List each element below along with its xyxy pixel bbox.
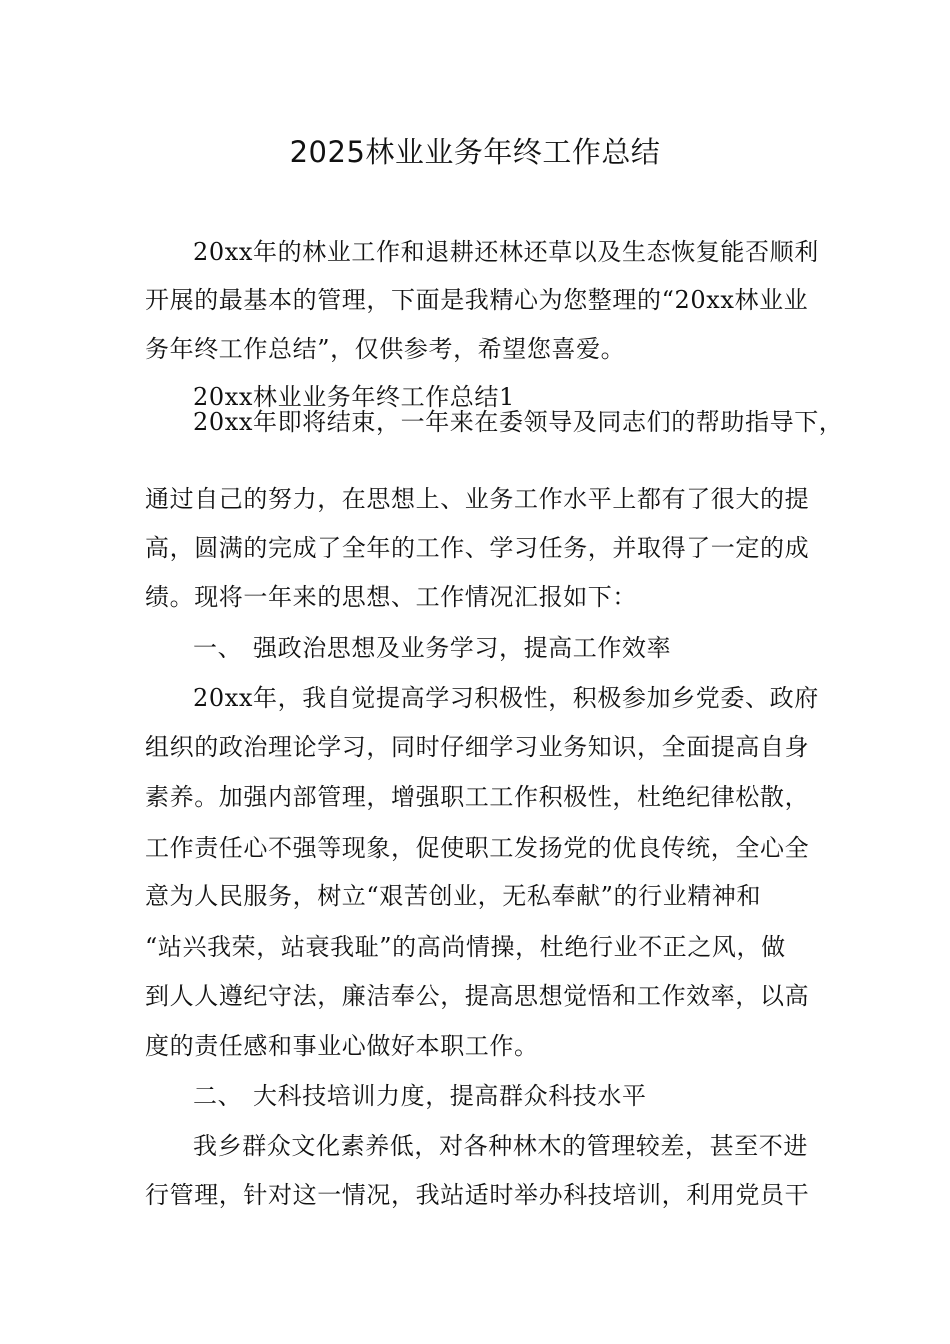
section-heading-1: 20xx林业业务年终工作总结1 [193, 383, 515, 411]
paragraph-line: 我乡群众文化素养低，对各种林木的管理较差，甚至不进 [193, 1132, 808, 1160]
paragraph-line: 20xx年即将结束，一年来在委领导及同志们的帮助指导下， [193, 408, 844, 436]
paragraph-line: “站兴我荣，站衰我耻”的高尚情操，杜绝行业不正之风，做 [145, 933, 786, 961]
paragraph-line: 素养。加强内部管理，增强职工工作积极性，杜绝纪律松散， [145, 783, 810, 811]
paragraph-line: 工作责任心不强等现象，促使职工发扬党的优良传统，全心全 [145, 834, 810, 862]
paragraph-line: 20xx年，我自觉提高学习积极性，积极参加乡党委、政府 [193, 684, 819, 712]
paragraph-line: 度的责任感和事业心做好本职工作。 [145, 1032, 539, 1060]
subheading-number: 二、 [193, 1082, 243, 1110]
paragraph-line: 20xx年的林业工作和退耕还林还草以及生态恢复能否顺利 [193, 238, 819, 266]
paragraph-line: 行管理，针对这一情况，我站适时举办科技培训，利用党员干 [145, 1181, 810, 1209]
paragraph-line: 意为人民服务，树立“艰苦创业，无私奉献”的行业精神和 [145, 882, 762, 910]
paragraph-line: 高，圆满的完成了全年的工作、学习任务，并取得了一定的成 [145, 534, 810, 562]
subheading-1 [193, 629, 873, 667]
subheading-text: 强政治思想及业务学习，提高工作效率 [253, 634, 672, 662]
paragraph-line: 务年终工作总结”，仅供参考，希望您喜爱。 [145, 335, 626, 363]
paragraph-line: 通过自己的努力，在思想上、业务工作水平上都有了很大的提 [145, 485, 810, 513]
subheading-number: 一、 [193, 634, 243, 662]
subheading-text: 大科技培训力度，提高群众科技水平 [253, 1082, 647, 1110]
subheading-2 [193, 1077, 873, 1115]
paragraph-line: 到人人遵纪守法，廉洁奉公，提高思想觉悟和工作效率，以高 [145, 982, 810, 1010]
paragraph-line: 开展的最基本的管理，下面是我精心为您整理的“20xx林业业 [145, 286, 809, 314]
paragraph-line: 绩。现将一年来的思想、工作情况汇报如下： [145, 583, 637, 611]
document-title: 2025林业业务年终工作总结 [289, 135, 661, 169]
paragraph-line: 组织的政治理论学习，同时仔细学习业务知识，全面提高自身 [145, 733, 810, 761]
